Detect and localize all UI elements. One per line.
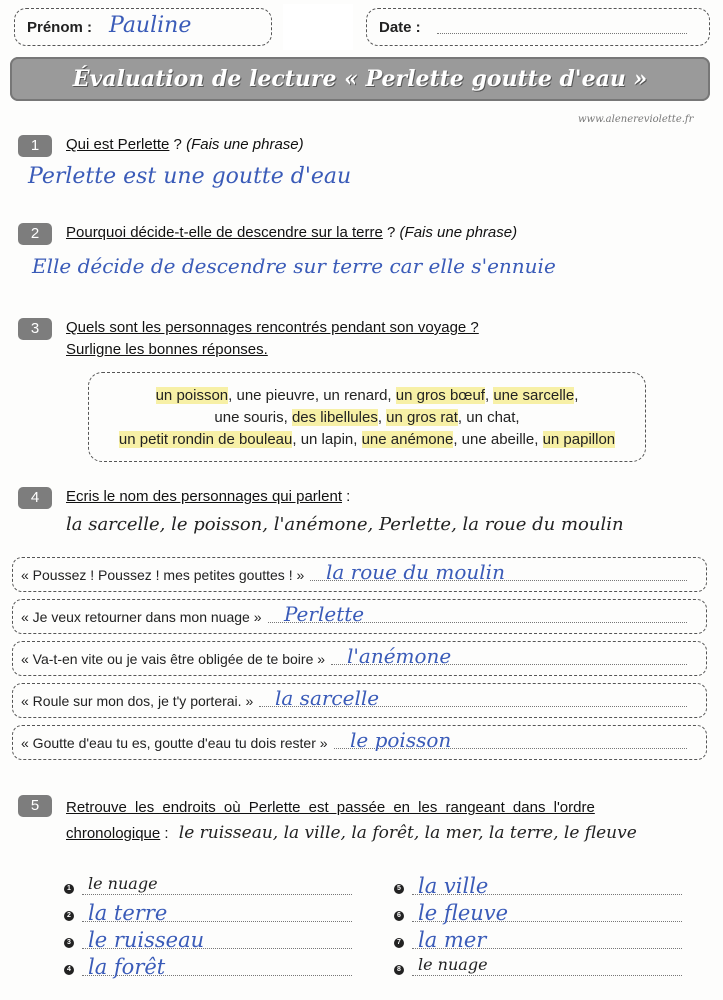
highlighted-character[interactable]: une anémone [361,431,454,448]
order-answer-line [82,894,352,895]
quote-text: « Je veux retourner dans mon nuage » [21,609,262,625]
order-answer[interactable]: la terre [88,901,168,925]
highlighted-character[interactable]: une sarcelle [493,387,575,404]
question-3-line2: Surligne les bonnes réponses. [66,341,268,358]
question-number-5: 5 [18,795,52,817]
quote-row [12,683,707,718]
question-2 [66,224,517,241]
quote-text: « Goutte d'eau tu es, goutte d'eau tu dois rester » [21,735,328,751]
prenom-label: Prénom : [27,19,93,36]
date-field[interactable] [437,33,687,34]
quote-answer[interactable]: l'anémone [347,644,452,668]
order-answer[interactable]: le fleuve [418,901,509,925]
question-1-text: Qui est Perlette [66,136,170,153]
highlighted-character[interactable]: un papillon [542,431,616,448]
order-number-badge: 2 [64,911,74,921]
character-text[interactable]: , [377,409,387,426]
character-text[interactable]: , [484,387,494,404]
question-4 [66,488,350,505]
character-text[interactable]: , [574,387,579,404]
order-number-badge: 3 [64,938,74,948]
order-number-badge: 6 [394,911,404,921]
order-number-badge: 4 [64,965,74,975]
quote-text: « Va-t-en vite ou je vais être obligée de te boire » [21,651,326,667]
date-box [366,8,710,46]
order-answer[interactable]: la forêt [88,955,166,979]
character-text[interactable]: , une abeille, [453,431,543,448]
question-2-hint: (Fais une phrase) [399,224,518,241]
quote-row [12,557,707,592]
quote-answer[interactable]: le poisson [350,728,452,752]
characters-box [88,372,646,462]
order-number-badge: 5 [394,884,404,894]
question-number-1: 1 [18,135,52,157]
character-text[interactable]: , un lapin, [292,431,362,448]
order-number-badge: 7 [394,938,404,948]
character-text[interactable]: , une pieuvre, un renard, [228,387,396,404]
quote-answer[interactable]: la sarcelle [275,686,380,710]
quote-text: « Roule sur mon dos, je t'y porterai. » [21,693,254,709]
characters-line [89,385,645,407]
question-number-4: 4 [18,487,52,509]
quote-row [12,599,707,634]
quote-answer[interactable]: la roue du moulin [326,560,505,584]
speakers-list: la sarcelle, le poisson, l'anémone, Perlette, la roue du moulin [66,514,624,535]
characters-line [89,429,645,451]
order-answer[interactable]: la mer [418,928,487,952]
question-4-text: Ecris le nom des personnages qui parlent [66,488,342,505]
question-2-mark: ? [382,224,396,241]
order-number-badge: 8 [394,965,404,975]
character-text[interactable]: , un chat, [457,409,520,426]
question-5-line1: Retrouve les endroits où Perlette est passée en les rangeant dans l'ordre [66,799,595,816]
blank-patch [283,4,353,50]
quote-row [12,725,707,760]
question-5-chrono: chronologique [66,825,161,842]
prenom-field[interactable]: Pauline [109,13,192,38]
question-1-mark: ? [169,136,182,153]
characters-line [89,407,645,429]
answer-2[interactable]: Elle décide de descendre sur terre car elle s'ennuie [32,254,556,278]
question-1 [66,136,304,153]
quote-text: « Poussez ! Poussez ! mes petites gouttes ! » [21,567,305,583]
question-4-colon: : [342,488,351,505]
highlighted-character[interactable]: un poisson [155,387,229,404]
order-answer[interactable]: le ruisseau [88,928,205,952]
order-number-badge: 1 [64,884,74,894]
question-1-hint: (Fais une phrase) [186,136,304,153]
question-3-line1: Quels sont les personnages rencontrés pendant son voyage ? [66,319,479,336]
date-label: Date : [379,19,421,36]
prenom-box [14,8,272,46]
page-title: Évaluation de lecture « Perlette goutte d'eau » [72,66,648,92]
places-list: le ruisseau, la ville, la forêt, la mer, la terre, le fleuve [178,823,637,843]
question-5-colon: : [160,825,169,842]
question-2-text: Pourquoi décide-t-elle de descendre sur la terre [66,224,383,241]
order-answer[interactable]: la ville [418,874,489,898]
highlighted-character[interactable]: des libellules [291,409,378,426]
character-text[interactable]: une souris, [214,409,292,426]
highlighted-character[interactable]: un gros bœuf [395,387,485,404]
order-given-answer: le nuage [88,874,158,893]
highlighted-character[interactable]: un gros rat [386,409,458,426]
answer-1[interactable]: Perlette est une goutte d'eau [28,164,352,189]
title-banner [10,57,710,101]
question-number-2: 2 [18,223,52,245]
characters-list [89,373,645,451]
website-credit: www.alenereviolette.fr [578,114,694,125]
question-5-line2 [66,823,637,843]
order-given-answer: le nuage [418,955,488,974]
order-answer-line [412,975,682,976]
quote-row [12,641,707,676]
highlighted-character[interactable]: un petit rondin de bouleau [118,431,293,448]
quote-answer[interactable]: Perlette [284,602,365,626]
question-number-3: 3 [18,318,52,340]
